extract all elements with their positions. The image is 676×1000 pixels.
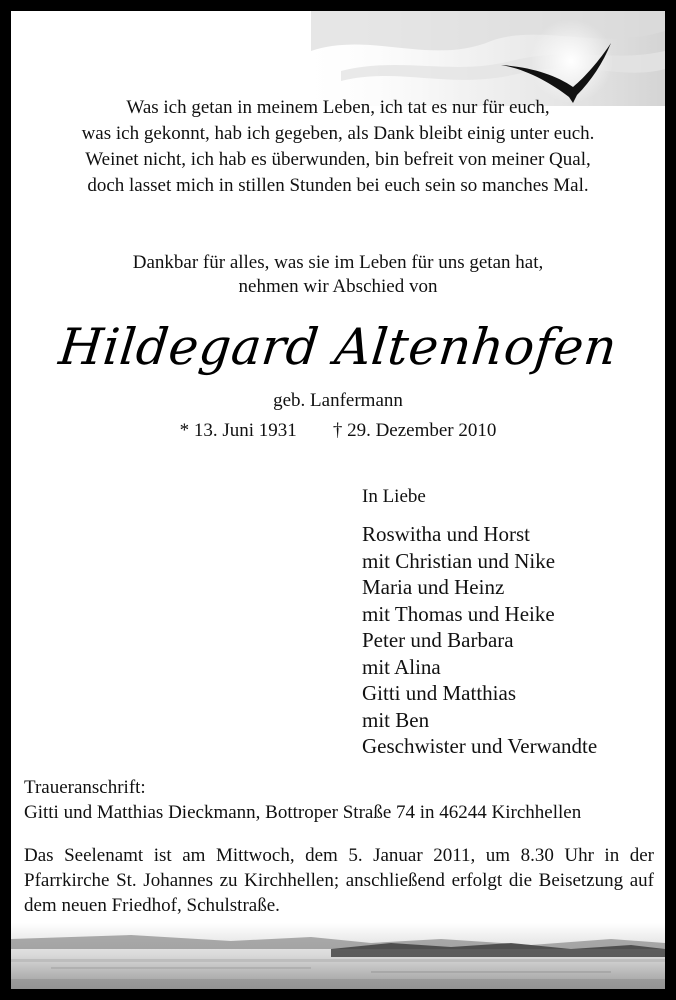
address-text: Gitti und Matthias Dieckmann, Bottroper Straße 74 in 46244 Kirchhellen [24,802,582,823]
death-date: † 29. Dezember 2010 [332,420,497,441]
intro-line: nehmen wir Abschied von [238,276,438,297]
mourning-address [24,775,654,825]
mourners-intro: In Liebe [362,486,426,507]
poem-line: Was ich getan in meinem Leben, ich tat es nur für euch, [126,97,550,118]
service-info: Das Seelenamt ist am Mittwoch, dem 5. Januar 2011, um 8.30 Uhr in der Pfarrkirche St. Johannes zu Kirchhellen; anschließend erfolgt die Beisetzung auf dem neuen Friedhof, Schulstraße. [24,845,654,916]
mourner-item: mit Christian und Nike [362,548,556,573]
mourner-item: Peter und Barbara [362,628,514,652]
poem [11,95,665,199]
mourner-item: Gitti und Matthias [362,681,516,705]
mourner-item: mit Alina [362,654,441,679]
mourner-item: mit Thomas und Heike [362,601,555,626]
mourner-item: Maria und Heinz [362,575,505,599]
poem-line: was ich gekonnt, hab ich gegeben, als Dank bleibt einig unter euch. [81,123,595,144]
intro-line: Dankbar für alles, was sie im Leben für uns getan hat, [132,252,544,273]
mourner-item: Roswitha und Horst [362,522,530,546]
address-label: Traueranschrift: [24,777,146,798]
mourner-item: Geschwister und Verwandte [362,734,598,758]
lake-landscape-icon [11,909,665,989]
mourners-list [362,521,597,760]
poem-line: Weinet nicht, ich hab es überwunden, bin befreit von meiner Qual, [85,149,591,170]
life-dates [11,419,665,443]
mourner-item: mit Ben [362,707,430,732]
birth-date: * 13. Juni 1931 [179,420,297,441]
mourners-block [362,485,597,760]
deceased-name: Hildegard Altenhofen [56,318,620,376]
poem-line: doch lasset mich in stillen Stunden bei euch sein so manches Mal. [87,175,589,196]
birth-name: geb. Lanfermann [273,390,403,411]
farewell-intro [11,251,665,299]
